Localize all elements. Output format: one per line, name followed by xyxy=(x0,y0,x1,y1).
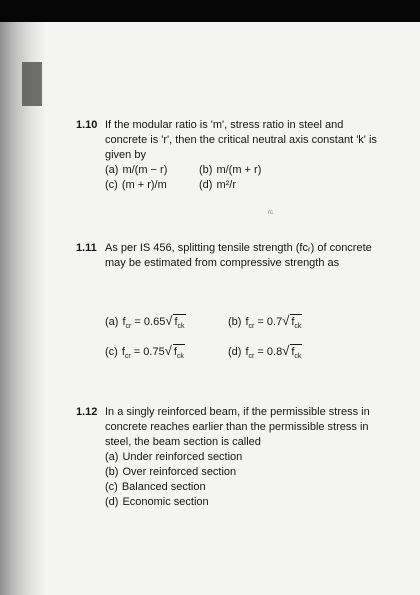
option-a: (a) m/(m − r) xyxy=(105,164,168,176)
question-1-11-options xyxy=(105,313,345,363)
option-a: (a) Under reinforced section xyxy=(105,451,243,463)
book-spine-shadow xyxy=(0,22,46,595)
question-stem: As per IS 456, splitting tensile strength (fᴄᵣ) of concrete may be estimated from compressive strength as xyxy=(105,242,372,269)
option-c: (c) Balanced section xyxy=(105,481,206,493)
option-b: (b) Over reinforced section xyxy=(105,466,237,478)
question-number: 1.11 xyxy=(76,242,97,254)
question-1-10 xyxy=(76,118,380,193)
question-stem: If the modular ratio is 'm', stress ratio in steel and concrete is 'r', then the critical neutral axis constant 'k' is given by xyxy=(105,119,377,161)
option-c: (c) (m + r)/m xyxy=(105,179,167,191)
option-c: (c) $f_{cr} = 0.75√$ $f_{ck}$ xyxy=(105,343,185,359)
options xyxy=(105,163,380,193)
option-d: (d) $f_{cr} = 0.8√$ $f_{ck}$ xyxy=(228,343,302,359)
spine-binding-mark xyxy=(22,62,42,106)
option-b: (b) m/(m + r) xyxy=(199,164,262,176)
option-d: (d) m²/r xyxy=(199,179,236,191)
options xyxy=(105,450,380,510)
scrap-fragment: rc xyxy=(268,210,273,216)
question-stem: In a singly reinforced beam, if the permissible stress in concrete reaches earlier than the permissible stress in steel, the beam section is called xyxy=(105,406,370,448)
question-number: 1.10 xyxy=(76,119,98,131)
option-b: (b) $f_{cr} = 0.7√$ $f_{ck}$ xyxy=(228,313,302,329)
question-1-11 xyxy=(76,241,380,271)
option-d: (d) Economic section xyxy=(105,496,209,508)
top-black-bar xyxy=(0,0,420,22)
option-a: (a) $f_{cr} = 0.65√$ $f_{ck}$ xyxy=(105,313,186,329)
question-number: 1.12 xyxy=(76,406,98,418)
question-1-12 xyxy=(76,405,380,510)
